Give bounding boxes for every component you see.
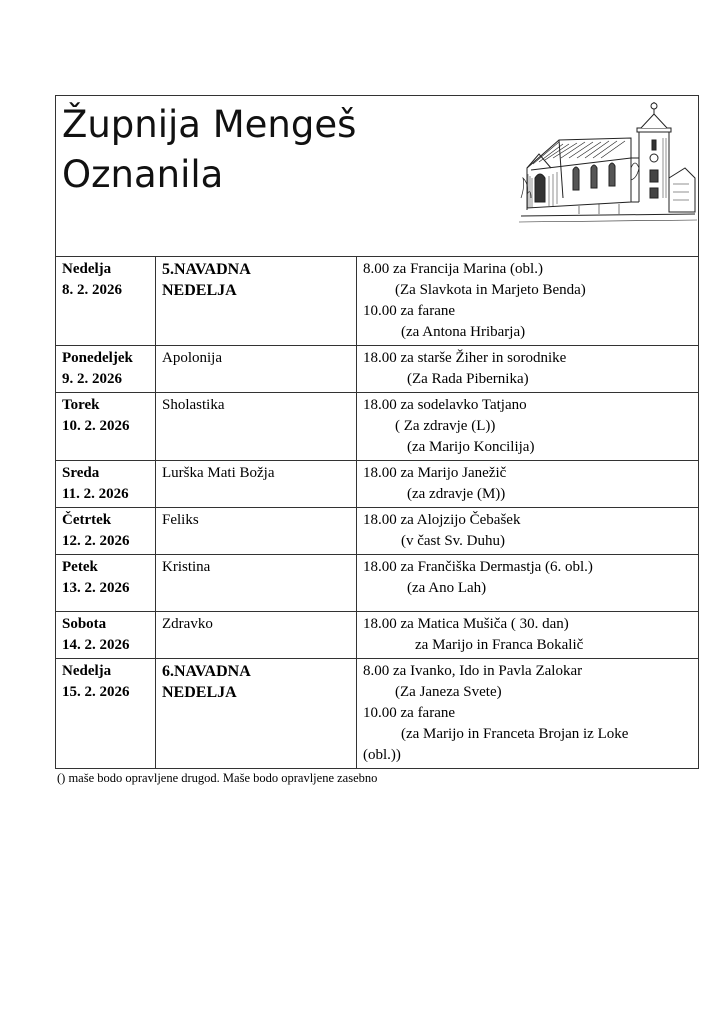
mass-intention: (Za Rada Pibernika) (407, 371, 529, 387)
mass-intention: 10.00 za farane (363, 705, 456, 721)
mass-intention: 18.00 za Frančiška Dermastja (6. obl.) (363, 559, 593, 575)
parish-name: Župnija Mengeš (62, 103, 357, 146)
day-cell (56, 257, 156, 346)
day-cell (56, 508, 156, 555)
mass-intention: 18.00 za sodelavko Tatjano (363, 397, 527, 413)
mass-intention: 18.00 za Matica Mušiča ( 30. dan) (363, 616, 569, 632)
day-date: 10. 2. 2026 (62, 418, 130, 434)
saint-cell (156, 612, 357, 659)
saint-name: 6.NAVADNA (162, 663, 251, 680)
schedule-row (56, 257, 699, 346)
schedule-row (56, 555, 699, 612)
bulletin-header (55, 95, 699, 256)
mass-intention: (za Antona Hribarja) (401, 324, 526, 340)
mass-cell (357, 508, 699, 555)
mass-intention: 18.00 za Marijo Janežič (363, 465, 507, 481)
saint-cell (156, 659, 357, 769)
saint-name: Apolonija (162, 350, 222, 366)
day-date: 15. 2. 2026 (62, 684, 130, 700)
saint-name: NEDELJA (162, 684, 237, 701)
mass-cell (357, 612, 699, 659)
saint-cell (156, 555, 357, 612)
schedule-row (56, 508, 699, 555)
day-name: Sreda (62, 465, 100, 481)
mass-cell (357, 346, 699, 393)
day-date: 8. 2. 2026 (62, 282, 122, 298)
mass-schedule-table (55, 256, 699, 769)
schedule-row (56, 461, 699, 508)
schedule-row (56, 659, 699, 769)
mass-cell (357, 659, 699, 769)
saint-name: Sholastika (162, 397, 225, 413)
day-date: 13. 2. 2026 (62, 580, 130, 596)
bulletin-title (62, 100, 356, 200)
saint-cell (156, 257, 357, 346)
day-name: Torek (62, 397, 100, 413)
day-date: 11. 2. 2026 (62, 486, 129, 502)
saint-name: NEDELJA (162, 282, 237, 299)
day-name: Nedelja (62, 663, 112, 679)
document-title: Oznanila (62, 153, 224, 196)
mass-intention: (za Marijo in Franceta Brojan iz Loke (401, 726, 629, 742)
saint-name: Lurška Mati Božja (162, 465, 275, 481)
mass-intention: (za Ano Lah) (407, 580, 487, 596)
mass-intention: ( Za zdravje (L)) (395, 418, 496, 434)
schedule-row (56, 612, 699, 659)
day-cell (56, 659, 156, 769)
schedule-row (56, 346, 699, 393)
mass-intention: (Za Janeza Svete) (395, 684, 502, 700)
mass-intention: 10.00 za farane (363, 303, 456, 319)
mass-intention: za Marijo in Franca Bokalič (415, 637, 584, 653)
mass-intention: (obl.)) (363, 747, 401, 763)
saint-name: 5.NAVADNA (162, 261, 251, 278)
church-drawing-icon (519, 98, 697, 226)
day-cell (56, 393, 156, 461)
schedule-row (56, 393, 699, 461)
mass-cell (357, 393, 699, 461)
saint-cell (156, 508, 357, 555)
mass-intention: (Za Slavkota in Marjeto Benda) (395, 282, 586, 298)
mass-intention: (za zdravje (M)) (407, 486, 506, 502)
saint-cell (156, 346, 357, 393)
bulletin-page (55, 95, 699, 787)
mass-intention: 18.00 za starše Žiher in sorodnike (363, 350, 567, 366)
saint-name: Feliks (162, 512, 199, 528)
saint-name: Zdravko (162, 616, 213, 632)
day-name: Ponedeljek (62, 350, 133, 366)
mass-cell (357, 257, 699, 346)
day-date: 14. 2. 2026 (62, 637, 130, 653)
day-name: Nedelja (62, 261, 112, 277)
footnote: () maše bodo opravljene drugod. Maše bodo opravljene zasebno (57, 771, 378, 785)
day-cell (56, 555, 156, 612)
day-date: 12. 2. 2026 (62, 533, 130, 549)
saint-cell (156, 461, 357, 508)
mass-intention: 18.00 za Alojzijo Čebašek (363, 512, 521, 528)
day-name: Sobota (62, 616, 107, 632)
day-cell (56, 346, 156, 393)
day-date: 9. 2. 2026 (62, 371, 122, 387)
mass-intention: (za Marijo Koncilija) (407, 439, 535, 455)
saint-cell (156, 393, 357, 461)
mass-cell (357, 461, 699, 508)
day-cell (56, 612, 156, 659)
mass-intention: (v čast Sv. Duhu) (401, 533, 506, 549)
day-cell (56, 461, 156, 508)
mass-cell (357, 555, 699, 612)
day-name: Četrtek (62, 512, 112, 528)
day-name: Petek (62, 559, 98, 575)
saint-name: Kristina (162, 559, 211, 575)
mass-intention: 8.00 za Francija Marina (obl.) (363, 261, 543, 277)
mass-intention: 8.00 za Ivanko, Ido in Pavla Zalokar (363, 663, 583, 679)
